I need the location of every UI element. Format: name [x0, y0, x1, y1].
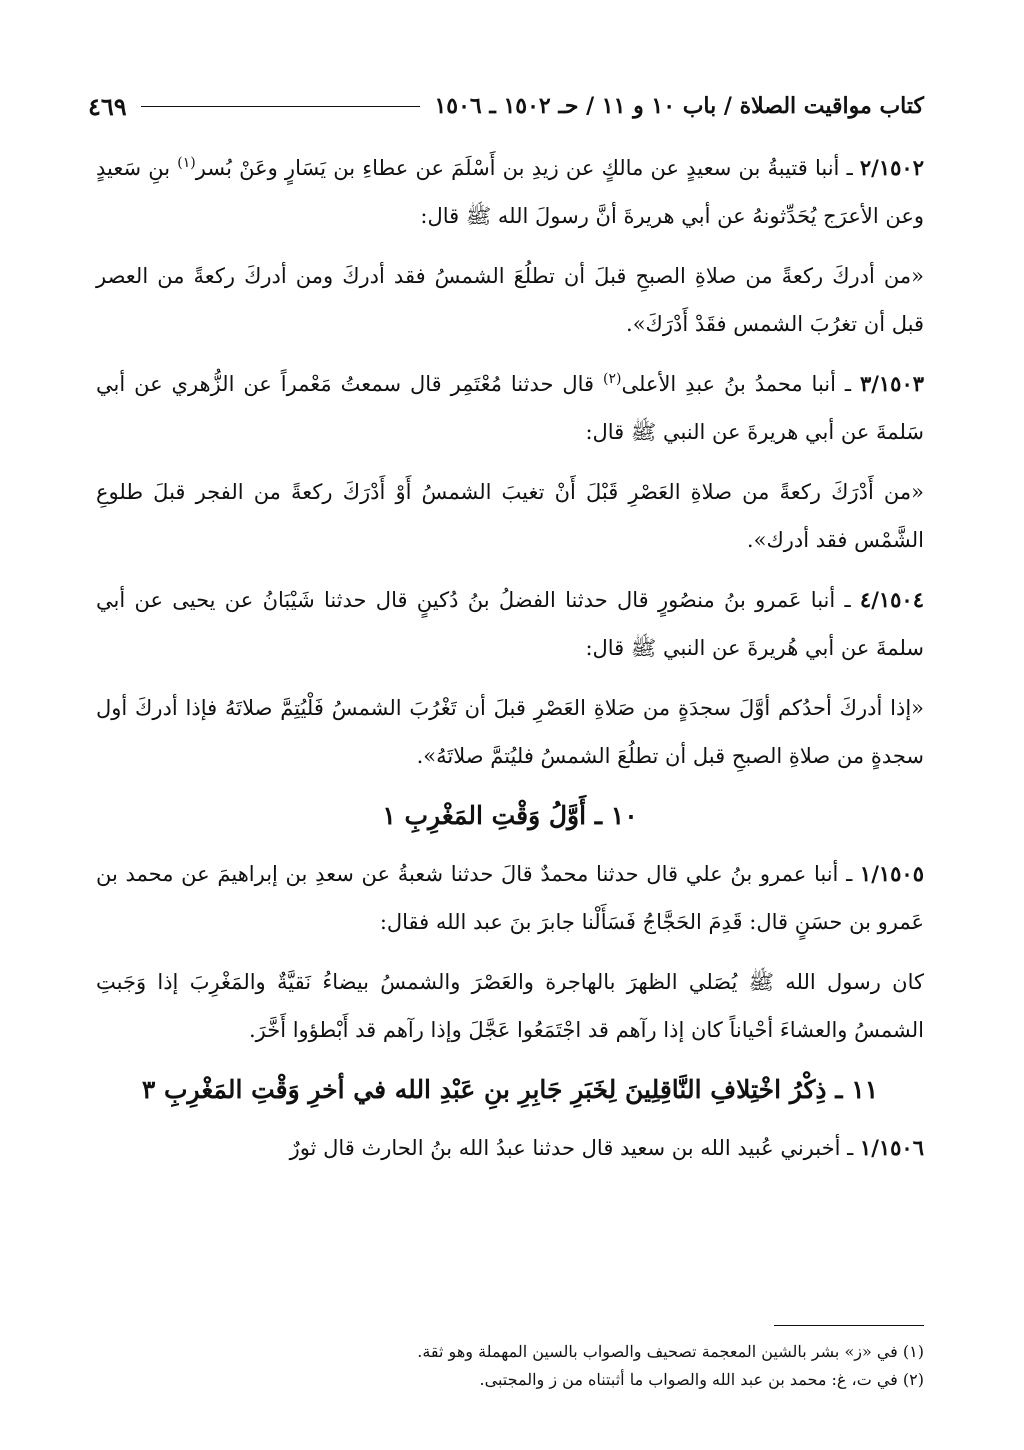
hadith-number: ١/١٥٠٥	[859, 861, 924, 886]
hadith-number: ٣/١٥٠٣	[859, 371, 925, 396]
page-header	[88, 86, 924, 126]
hadith-1506-isnad	[96, 1124, 924, 1172]
section-heading-10: ١٠ ـ أَوَّلُ وَقْتِ المَغْرِبِ ١	[382, 801, 638, 830]
isnad-text: ـ أخبرني عُبيد الله بن سعيد قال حدثنا عبدُ الله بنُ الحارث قال ثورٌ	[289, 1136, 860, 1160]
footnote-2: (٢) في ت، غ: محمد بن عبد الله والصواب ما أثبتناه من ز والمجتبى.	[479, 1370, 924, 1389]
isnad-text: ـ أنبا محمدُ بنُ عبدِ الأعلى	[621, 372, 860, 396]
hadith-1502-isnad	[96, 144, 924, 240]
hadith-1503-isnad	[96, 360, 924, 456]
header-rule	[141, 106, 421, 107]
isnad-text: ـ أنبا عَمرو بنُ منصُورٍ قال حدثنا الفضلُ بنُ دُكينٍ قال حدثنا شَيْبَانُ عن يحيى عن أبي سلمةَ عن أبي هُريرةَ عن النبي ﷺ قال:	[96, 588, 924, 660]
hadith-1504-matn: «إذا أدركَ أحدُكم أوَّلَ سجدَةٍ من صَلاةِ العَصْرِ قبلَ أن تَغْرُبَ الشمسُ فَلْيُتِمَّ صلاتَهُ فإذا أدركَ أول سجدةٍ من صلاةِ الصبحِ قبل أن تطلُعَ الشمسُ فليُتمَّ صلاتَهُ».	[96, 696, 924, 768]
isnad-text-cont: بنِ سَعيدٍ وعن الأعرَج يُحَدِّثونهُ عن أبي هريرةَ أنَّ رسولَ الله ﷺ قال:	[96, 156, 924, 228]
footnote-ref: (١)	[177, 155, 196, 171]
hadith-number: ٢/١٥٠٢	[859, 155, 924, 180]
hadith-1503-matn: «من أَدْرَكَ ركعةً من صلاةِ العَصْرِ قَبْلَ أَنْ تغيبَ الشمسُ أَوْ أَدْرَكَ ركعةً من الفجر قبلَ طلوعِ الشَّمْس فقد أدرك».	[96, 480, 924, 552]
page-number: ٤٦٩	[88, 91, 127, 121]
footnote-1: (١) في «ز» بشر بالشين المعجمة تصحيف والصواب بالسين المهملة وهو ثقة.	[417, 1342, 924, 1361]
hadith-1502-matn: «من أدركَ ركعةً من صلاةِ الصبحِ قبلَ أن تطلُعَ الشمسُ فقد أدركَ ومن أدركَ ركعةً من العصر قبل أن تغرُبَ الشمس فقَدْ أَدْرَكَ».	[96, 264, 924, 336]
hadith-1505-isnad	[96, 850, 924, 946]
hadith-number: ٤/١٥٠٤	[859, 587, 924, 612]
running-title: كتاب مواقيت الصلاة / باب ١٠ و ١١ / حـ ١٥٠٢ ـ ١٥٠٦	[434, 93, 924, 119]
isnad-text: ـ أنبا قتيبةُ بن سعيدٍ عن مالكٍ عن زيدِ بن أَسْلَمَ عن عطاءِ بن يَسَارٍ وعَنْ بُسر	[195, 156, 860, 180]
isnad-text-cont: قال حدثنا مُعْتَمِر قال سمعتُ مَعْمراً عن الزُّهري عن أبي سَلمةَ عن أبي هريرةَ عن النبي ﷺ قال:	[96, 372, 924, 444]
page-body	[96, 144, 924, 1184]
hadith-1505-matn: كان رسول الله ﷺ يُصَلي الظهرَ بالهاجرة والعَصْرَ والشمسُ بيضاءُ نَقيَّةٌ والمَغْرِبَ إذا وَجَبتِ الشمسُ والعشاءَ أحْياناً كان إذا رآهم قد اجْتَمَعُوا عَجَّلَ وإذا رآهم قد أَبْطؤوا أَخَّرَ.	[96, 970, 924, 1042]
hadith-1504-isnad	[96, 576, 924, 672]
footnote-ref: (٢)	[603, 371, 622, 387]
footnotes	[96, 1338, 924, 1394]
isnad-text: ـ أنبا عمرو بنُ علي قال حدثنا محمدٌ قالَ حدثنا شعبةُ عن سعدِ بن إبراهيمَ عن محمد بن عَمرو بن حسَنٍ قال: قَدِمَ الحَجَّاجُ فَسَأَلْنا جابرَ بنَ عبد الله فقال:	[96, 862, 924, 934]
section-heading-11: ١١ ـ ذِكْرُ اخْتِلافِ النَّاقِلِينَ لِخَبَرِ جَابِرِ بنِ عَبْدِ الله في أخرِ وَقْتِ المَغْرِبِ ٣	[141, 1075, 879, 1104]
hadith-number: ١/١٥٠٦	[859, 1135, 924, 1160]
footnote-separator	[774, 1325, 924, 1326]
